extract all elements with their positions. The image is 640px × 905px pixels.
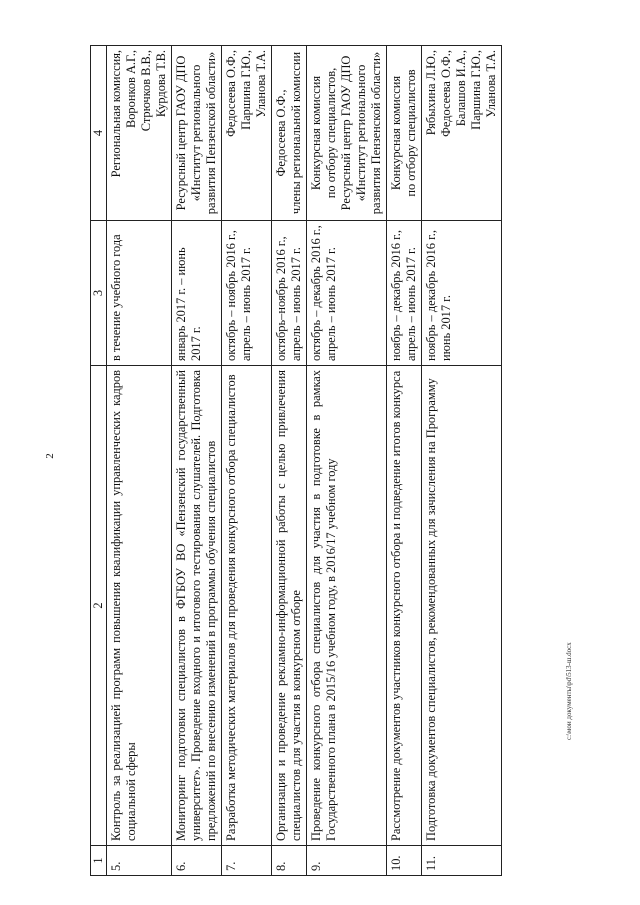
responsible-line: «Институт регионального — [189, 64, 203, 202]
responsible-line: Конкурсная комиссия — [389, 75, 403, 191]
row-number: 10. — [387, 846, 422, 876]
term-cell: октябрь–ноябрь 2016 г., апрель – июнь 2017 г. — [272, 221, 307, 366]
responsible-line: Ресурсный центр ГАОУ ДПО — [174, 55, 188, 211]
responsible-line: Региональная комиссия, — [109, 50, 123, 178]
responsible-cell — [172, 46, 222, 221]
table-row — [422, 46, 502, 876]
responsible-line: Уланова Т.А. — [254, 50, 268, 118]
responsible-line: Паршина Г.Ю., — [469, 50, 483, 130]
responsible-line: Курдова Т.В. — [154, 50, 168, 118]
responsible-line: Рябыхина Л.Ю., — [424, 50, 438, 136]
responsible-line: Конкурсная комиссия — [309, 75, 323, 191]
responsible-line: Воронков А.Г., — [124, 50, 138, 129]
activity-cell: Мониторинг подготовки специалистов в ФГБОУ ВО «Пензенский государственный университет». Проведение входного и итогового тестирования слушателей. Подготовка предложений по внесению изменений в программы обучения специалистов — [172, 366, 222, 846]
activity-cell: Организация и проведение рекламно-информационной работы с целью привлечения специалистов для участия в конкурсном отборе — [272, 366, 307, 846]
activity-cell: Контроль за реализацией программ повышения квалификации управленческих кадров социальной сферы — [107, 366, 172, 846]
header-cell-4: 4 — [91, 46, 107, 221]
responsible-line: Федосеева О.Ф., — [274, 89, 288, 177]
responsible-line: «Институт регионального — [354, 64, 368, 202]
term-cell: ноябрь – декабрь 2016 г., июнь 2017 г. — [422, 221, 502, 366]
responsible-line: члены региональной комиссии — [289, 51, 303, 215]
responsible-line: Уланова Т.А. — [484, 50, 498, 118]
responsible-line: Стрючков В.В., — [139, 50, 153, 132]
activity-cell: Рассмотрение документов участников конкурсного отбора и подведение итогов конкурса — [387, 366, 422, 846]
table-row — [107, 46, 172, 876]
responsible-cell — [307, 46, 387, 221]
header-cell-3: 3 — [91, 221, 107, 366]
term-cell: в течение учебного года — [107, 221, 172, 366]
responsible-line: по отбору специалистов — [404, 69, 418, 197]
page-number: 2 — [44, 453, 56, 459]
responsible-line: Федосеева О.Ф., — [224, 50, 238, 137]
responsible-line: развития Пензенской области» — [204, 51, 218, 215]
table-row — [307, 46, 387, 876]
responsible-cell — [422, 46, 502, 221]
term-cell: ноябрь – декабрь 2016 г., апрель – июнь 2017 г. — [387, 221, 422, 366]
row-number: 7. — [222, 846, 272, 876]
term-cell: январь 2017 г. – июнь 2017 г. — [172, 221, 222, 366]
responsible-line: Ресурсный центр ГАОУ ДПО — [339, 55, 353, 211]
row-number: 5. — [107, 846, 172, 876]
responsible-cell — [107, 46, 172, 221]
responsible-line: по отбору специалистов, — [324, 67, 338, 199]
file-path-footer: c:\мои документы\pd\513-ш.docx — [565, 642, 573, 740]
term-cell: октябрь – декабрь 2016 г., апрель – июнь 2017 г. — [307, 221, 387, 366]
table-row — [272, 46, 307, 876]
row-number: 9. — [307, 846, 387, 876]
responsible-line: развития Пензенской области» — [369, 51, 383, 215]
table-header-row — [91, 46, 107, 876]
table-body — [91, 46, 502, 876]
table-row — [222, 46, 272, 876]
responsible-cell — [387, 46, 422, 221]
row-number: 8. — [272, 846, 307, 876]
activity-cell: Проведение конкурсного отбора специалистов для участия в подготовке в рамках Государственного плана в 2015/16 учебном году, в 2016/17 учебном году — [307, 366, 387, 846]
responsible-cell — [272, 46, 307, 221]
activity-cell: Подготовка документов специалистов, рекомендованных для зачисления на Программу — [422, 366, 502, 846]
header-cell-1: 1 — [91, 846, 107, 876]
responsible-line: Балашов И.А., — [454, 50, 468, 127]
term-cell: октябрь – ноябрь 2016 г., апрель – июнь 2017 г. — [222, 221, 272, 366]
responsible-line: Федосеева О.Ф., — [439, 50, 453, 137]
row-number: 11. — [422, 846, 502, 876]
header-cell-2: 2 — [91, 366, 107, 846]
row-number: 6. — [172, 846, 222, 876]
plan-table — [90, 45, 502, 876]
table-row — [172, 46, 222, 876]
responsible-cell — [222, 46, 272, 221]
activity-cell: Разработка методических материалов для проведения конкурсного отбора специалистов — [222, 366, 272, 846]
responsible-line: Паршина Г.Ю., — [239, 50, 253, 130]
table-row — [387, 46, 422, 876]
rotated-page-content — [90, 46, 550, 876]
